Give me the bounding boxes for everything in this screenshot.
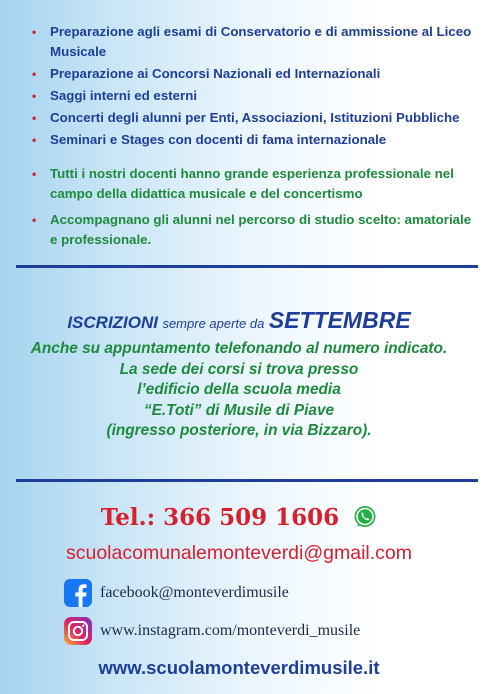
list-item-text: Preparazione ai Concorsi Nazionali ed Internazionali (50, 66, 381, 81)
highlights-list (30, 164, 478, 256)
enrollment-line: (ingresso posteriore, in via Bizzaro). (106, 422, 372, 439)
list-item-text: Preparazione agli esami di Conservatorio e di ammissione al Liceo Musicale (50, 24, 472, 59)
enrollment-line: “E.Toti” di Musile di Piave (143, 401, 335, 419)
list-item-text: Concerti degli alunni per Enti, Associazioni, Istituzioni Pubbliche (50, 110, 460, 125)
instagram-link[interactable] (64, 616, 360, 646)
facebook-text: facebook@monteverdimusile (100, 584, 289, 601)
phone-number[interactable] (0, 502, 478, 538)
bullet-icon: • (32, 167, 37, 181)
list-item-text: Tutti i nostri docenti hanno grande esperienza professionale nel campo della didattica musicale e del concertismo (50, 166, 454, 201)
bullet-icon: • (32, 111, 37, 125)
list-item (30, 130, 478, 150)
list-item (30, 64, 478, 84)
enrollment-line: La sede dei corsi si trova presso (119, 360, 359, 378)
bullet-icon: • (32, 67, 37, 81)
list-item (30, 108, 478, 128)
divider-top (16, 265, 478, 268)
instagram-icon (64, 617, 92, 645)
enrollment-line: l’edificio della scuola media (137, 381, 341, 398)
whatsapp-icon[interactable] (353, 505, 377, 538)
facebook-link[interactable] (64, 578, 289, 608)
list-item (30, 210, 478, 250)
list-item (30, 164, 478, 204)
enrollment-line: Anche su appuntamento telefonando al numero indicato. (30, 340, 448, 357)
bullet-icon: • (32, 133, 37, 147)
enrollment-section (0, 305, 478, 442)
list-item-text: Saggi interni ed esterni (50, 88, 198, 103)
list-item (30, 86, 478, 106)
enrollment-word: ISCRIZIONI (67, 313, 158, 332)
list-item-text: Accompagnano gli alunni nel percorso di studio scelto: amatoriale e professionale. (50, 212, 472, 247)
instagram-text: www.instagram.com/monteverdi_musile (100, 622, 361, 639)
services-list (30, 22, 478, 152)
enrollment-month: SETTEMBRE (268, 307, 411, 333)
bullet-icon: • (32, 213, 37, 227)
phone-text: Tel.: 366 509 1606 (100, 504, 340, 531)
facebook-icon (64, 579, 92, 607)
list-item (30, 22, 478, 62)
enrollment-heading (0, 305, 478, 339)
website-link[interactable]: www.scuolamonteverdimusile.it (98, 657, 380, 678)
enrollment-connector: sempre aperte da (162, 316, 265, 331)
email-link[interactable]: scuolacomunalemonteverdi@gmail.com (65, 542, 413, 564)
divider-bottom (16, 479, 478, 482)
bullet-icon: • (32, 89, 37, 103)
list-item-text: Seminari e Stages con docenti di fama internazionale (50, 132, 387, 147)
bullet-icon: • (32, 25, 37, 39)
